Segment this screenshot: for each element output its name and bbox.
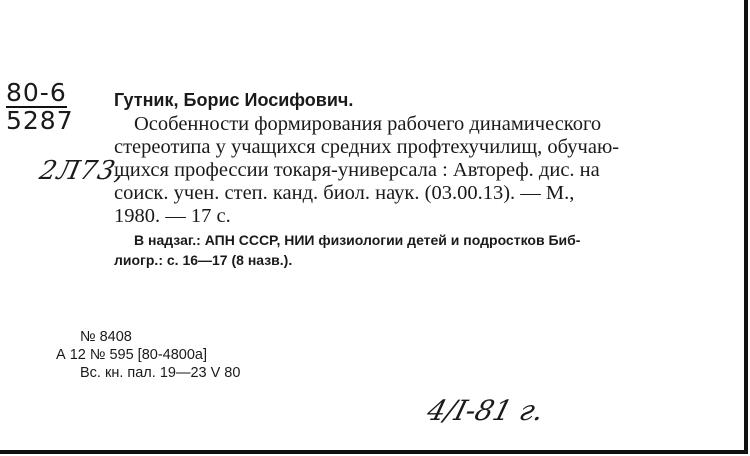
bibliographic-entry — [114, 88, 710, 270]
call-number — [6, 80, 74, 134]
handwritten-date: 4/I-81 г. — [423, 394, 548, 427]
handwritten-code: 2Л73, — [36, 156, 128, 186]
note-line: В надзаг.: АПН СССР, НИИ физиологии детей и подростков Биб- — [134, 232, 581, 248]
title-line: соиск. учен. степ. канд. биол. наук. (03.00.13). — М., — [114, 182, 575, 204]
note-line: лиогр.: с. 16—17 (8 назв.). — [114, 252, 293, 268]
record-number: № 8408 — [80, 329, 132, 345]
title-line: Особенности формирования рабочего динамического — [134, 113, 602, 135]
registration-info — [56, 328, 240, 382]
title-line: 1980. — 17 с. — [114, 205, 231, 227]
note — [114, 230, 710, 270]
title-line: щихся профессии токаря-универсала : Автореф. дис. на — [114, 159, 600, 181]
title-line: стереотипа у учащихся средних профтехучилищ, обучаю- — [114, 136, 620, 158]
title-description — [114, 113, 710, 228]
order-line: А 12 № 595 [80-4800а] — [56, 347, 207, 363]
call-number-top: 80-6 — [6, 78, 67, 107]
author-heading: Гутник, Борис Иосифович. — [114, 90, 354, 110]
print-line: Вс. кн. пал. 19—23 V 80 — [80, 365, 241, 381]
call-number-bottom: 5287 — [6, 106, 74, 135]
